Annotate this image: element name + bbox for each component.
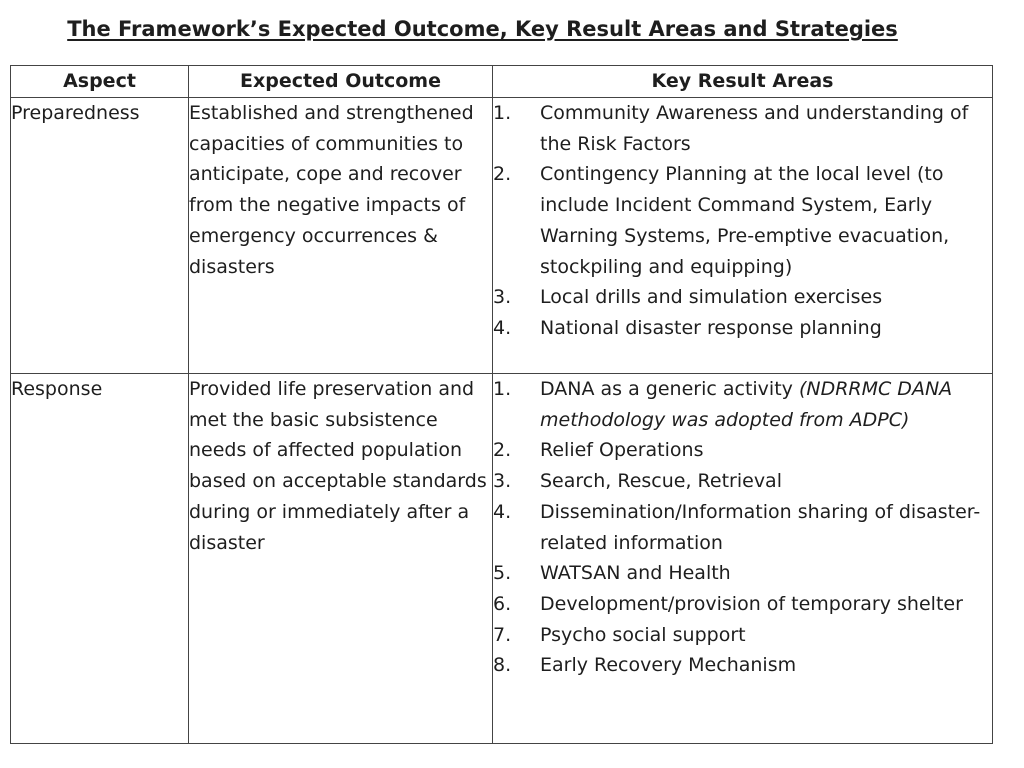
list-number: 1. <box>493 102 512 124</box>
list-text: Dissemination/Information sharing of disaster-related information <box>540 500 981 554</box>
list-item <box>493 497 992 558</box>
list-number: 7. <box>493 623 512 646</box>
aspect-cell: Response <box>11 374 189 744</box>
list-item <box>493 313 992 344</box>
list-item <box>493 98 992 159</box>
list-item <box>493 620 992 651</box>
list-text-main: DANA as a generic activity <box>540 378 799 400</box>
table-row <box>11 98 993 374</box>
kra-list <box>493 374 992 681</box>
list-text <box>540 374 992 435</box>
list-text: Search, Rescue, Retrieval <box>540 470 782 493</box>
list-number: 2. <box>493 163 512 186</box>
list-item <box>493 589 992 620</box>
list-text: Relief Operations <box>540 439 704 462</box>
list-text: National disaster response planning <box>540 316 882 339</box>
list-text: Local drills and simulation exercises <box>540 286 883 309</box>
table-row <box>11 374 993 744</box>
list-number: 3. <box>493 470 512 493</box>
list-item <box>493 435 992 466</box>
framework-table <box>10 65 993 744</box>
table-header-row <box>11 66 993 98</box>
aspect-cell: Preparedness <box>11 98 189 374</box>
list-text: Development/provision of temporary shelter <box>540 592 963 615</box>
list-number: 4. <box>493 316 512 339</box>
kra-cell <box>493 98 993 374</box>
list-number: 3. <box>493 286 512 309</box>
list-text: Psycho social support <box>540 623 746 646</box>
list-text: Contingency Planning at the local level (to include Incident Command System, Early Warning Systems, Pre-emptive evacuation, stockpiling and equipping) <box>540 163 950 278</box>
outcome-cell: Provided life preservation and met the basic subsistence needs of affected population based on acceptable standards during or immediately after a disaster <box>189 374 493 744</box>
list-number: 5. <box>493 562 512 585</box>
list-number: 2. <box>493 439 512 462</box>
list-item <box>493 650 992 681</box>
list-item <box>493 466 992 497</box>
header-aspect: Aspect <box>11 66 189 98</box>
list-text-note: (NDRRMC DANA methodology was adopted from ADPC) <box>540 378 953 431</box>
list-item <box>493 282 992 313</box>
list-number: 8. <box>493 654 512 677</box>
outcome-cell: Established and strengthened capacities of communities to anticipate, cope and recover from the negative impacts of emergency occurrences & disasters <box>189 98 493 374</box>
header-expected-outcome: Expected Outcome <box>189 66 493 98</box>
list-text: WATSAN and Health <box>540 562 731 585</box>
list-text: Community Awareness and understanding of the Risk Factors <box>540 102 969 155</box>
list-item <box>493 159 992 282</box>
list-number: 4. <box>493 500 512 523</box>
list-item <box>493 558 992 589</box>
kra-list <box>493 98 992 344</box>
list-number: 6. <box>493 592 512 615</box>
header-key-result-areas: Key Result Areas <box>493 66 993 98</box>
list-number: 1. <box>493 378 512 400</box>
list-item <box>493 374 992 435</box>
kra-cell <box>493 374 993 744</box>
list-text: Early Recovery Mechanism <box>540 654 797 677</box>
document-title: The Framework’s Expected Outcome, Key Result Areas and Strategies <box>67 17 898 41</box>
